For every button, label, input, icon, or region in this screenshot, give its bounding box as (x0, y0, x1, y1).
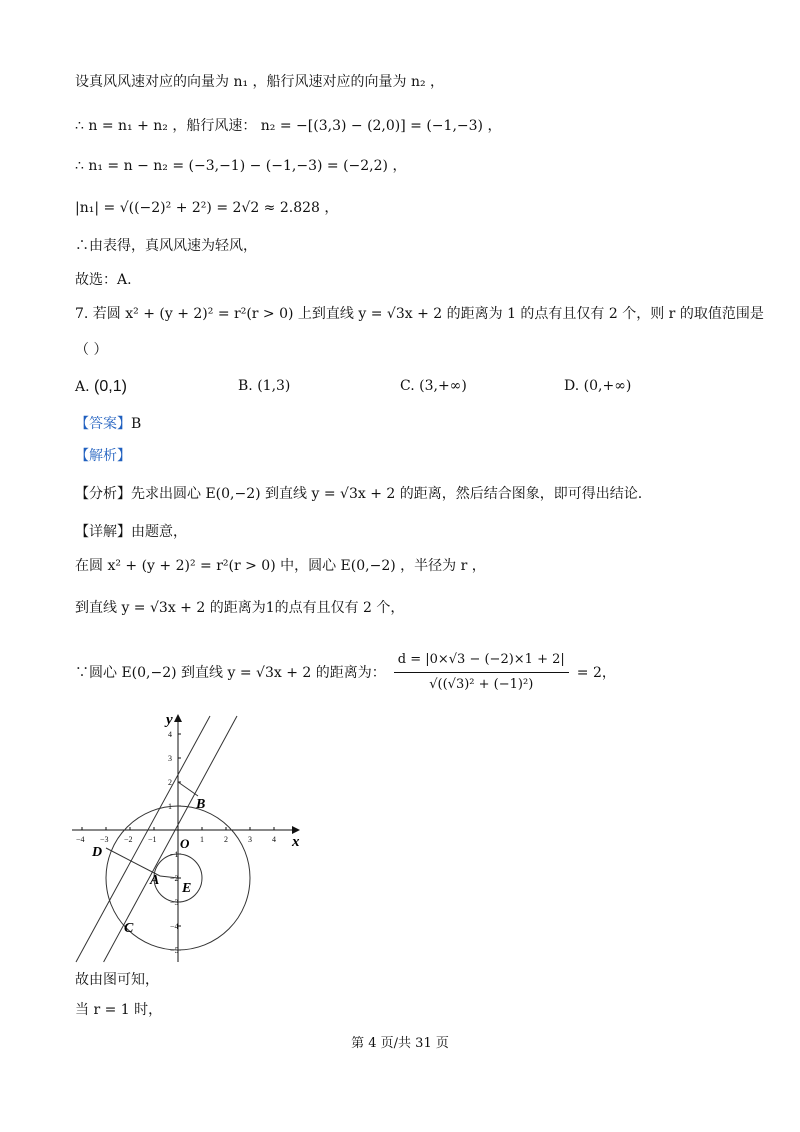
segment-to-b (178, 782, 198, 796)
y-tick-label: 2 (168, 778, 172, 787)
circle-line-figure (70, 712, 320, 972)
answer-line (75, 414, 141, 434)
y-tick-label: 3 (168, 754, 172, 763)
point-d-label: D (92, 845, 103, 860)
x-tick-label: −2 (124, 835, 133, 844)
point-e-label: E (182, 881, 192, 896)
line-n1-magnitude: |n₁| = √((−2)² + 2²) = 2√2 ≈ 2.828 ， (75, 200, 339, 216)
x-tick-label: −1 (148, 835, 157, 844)
segment-d-to-a (106, 848, 160, 876)
distance-result: = 2， (576, 664, 616, 681)
option-b-value: (1,3) (257, 378, 291, 394)
line-vector-sum: ∴ n = n₁ + n₂ ，船行风速： n₂ = −[(3,3) − (2,0)] = (−1,−3) ， (75, 118, 502, 134)
point-b-label: B (196, 797, 206, 812)
line-wind-vectors: 设真风风速对应的向量为 n₁ ，船行风速对应的向量为 n₂ ， (75, 74, 445, 90)
detail-line-3 (75, 650, 616, 695)
detail-line-1: 在圆 x² + (y + 2)² = r²(r > 0) 中，圆心 E(0,−2) ，半径为 r ， (75, 558, 486, 574)
y-tick-label: −1 (170, 850, 179, 859)
y-axis-label: y (166, 712, 173, 728)
option-b (238, 378, 290, 394)
distance-numerator: d = |0×√3 − (−2)×1 + 2| (394, 650, 569, 673)
line-choice-a: 故选：A. (75, 272, 132, 288)
fenxi-line: 【分析】先求出圆心 E(0,−2) 到直线 y = √3x + 2 的距离，然后结合图象，即可得出结论. (75, 486, 643, 502)
y-tick-label: −3 (170, 898, 179, 907)
distance-denominator: √((√3)² + (−1)²) (429, 677, 534, 692)
distance-fraction (394, 650, 569, 695)
parallel-line (76, 716, 210, 962)
option-d-value: (0,+∞) (583, 378, 632, 394)
question-7-bracket: （ ） (75, 342, 108, 358)
x-tick-label: 2 (224, 835, 228, 844)
answer-tag: 【答案】 (75, 416, 131, 432)
y-tick-label: 4 (168, 730, 172, 739)
detail-line-2: 到直线 y = √3x + 2 的距离为1的点有且仅有 2 个， (75, 600, 405, 616)
option-c-label: C. (400, 378, 415, 394)
after-figure-line-2: 当 r = 1 时， (75, 1002, 163, 1018)
line-n1-compute: ∴ n₁ = n − n₂ = (−3,−1) − (−1,−3) = (−2,2) ， (75, 158, 407, 174)
origin-label: O (180, 836, 190, 851)
answer-value: B (131, 416, 142, 432)
x-tick-label: 4 (272, 835, 276, 844)
option-d-label: D. (564, 378, 580, 394)
x-tick-label: −3 (100, 835, 109, 844)
option-c (400, 378, 467, 394)
analysis-heading (75, 446, 131, 466)
y-tick-label: −5 (170, 946, 179, 955)
option-d (564, 378, 631, 394)
option-a-value: (0,1) (94, 378, 127, 395)
y-tick-label: −2 (170, 874, 179, 883)
x-tick-label: 3 (248, 835, 252, 844)
point-a-label: A (150, 873, 160, 888)
option-a (75, 378, 127, 396)
option-a-label: A. (75, 379, 90, 395)
analysis-tag: 【解析】 (75, 448, 131, 464)
y-tick-label: −4 (170, 922, 179, 931)
x-tick-label: 1 (200, 835, 204, 844)
x-axis-label: x (292, 834, 300, 850)
x-tick-label: −4 (76, 835, 85, 844)
line-conclusion: ∴由表得，真风风速为轻风， (75, 238, 257, 254)
after-figure-line-1: 故由图可知， (75, 972, 159, 988)
xiangjie-line: 【详解】由题意， (75, 524, 187, 540)
point-c-label: C (124, 921, 134, 936)
page-footer: 第 4 页/共 31 页 (351, 1036, 449, 1051)
question-7: 7. 若圆 x² + (y + 2)² = r²(r > 0) 上到直线 y = √3x + 2 的距离为 1 的点有且仅有 2 个，则 r 的取值范围是 (75, 306, 764, 322)
y-tick-label: 1 (168, 802, 172, 811)
option-b-label: B. (238, 378, 253, 394)
distance-intro: ∵圆心 E(0,−2) 到直线 y = √3x + 2 的距离为： (75, 664, 386, 681)
option-c-value: (3,+∞) (419, 378, 467, 394)
